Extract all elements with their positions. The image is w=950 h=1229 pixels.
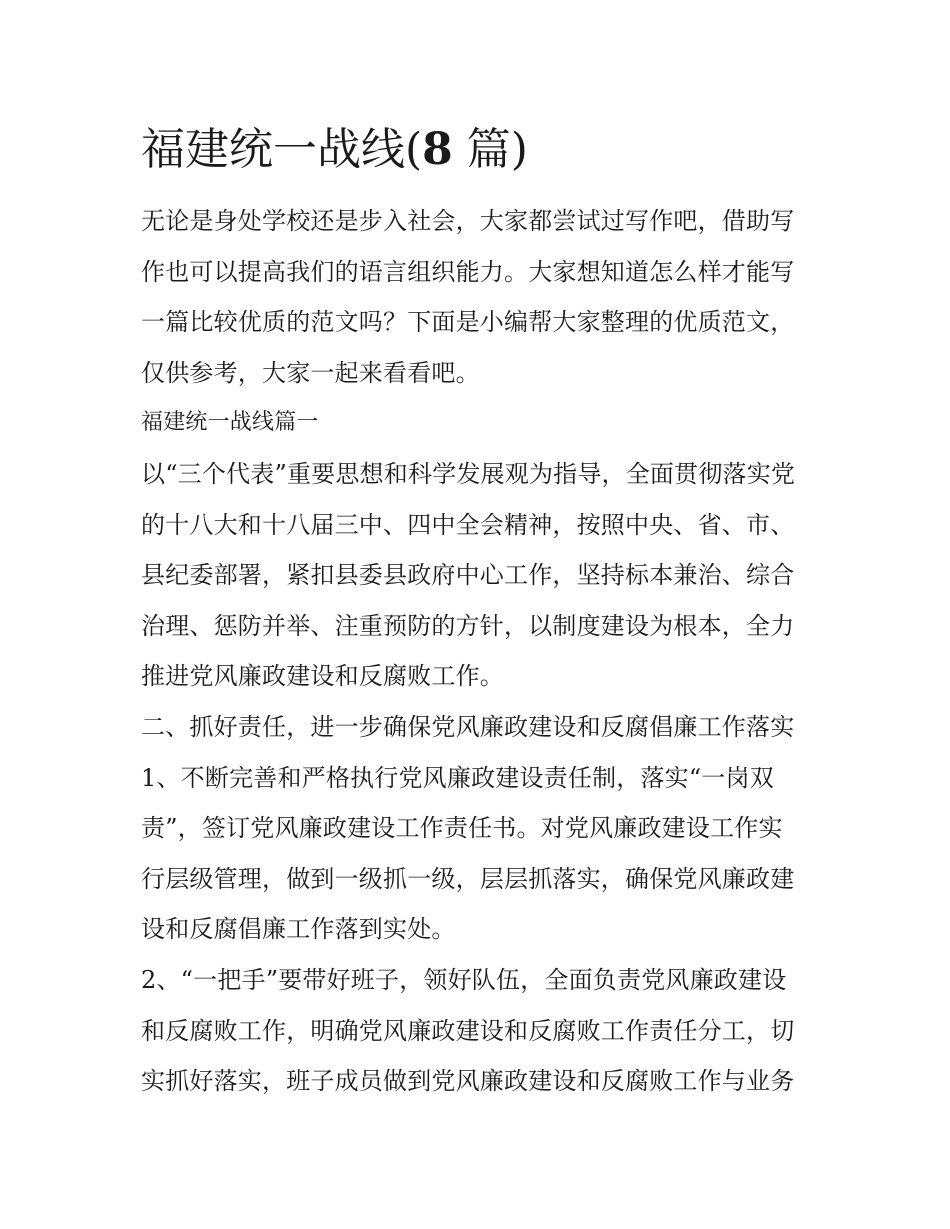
body-line: 县纪委部署，紧扣县委县政府中心工作，坚持标本兼治、综合 [141,561,795,590]
document-title [141,118,813,182]
body-line: 责”，签订党风廉政建设工作责任书。对党风廉政建设工作实 [141,814,783,843]
section-heading: 福建统一战线篇一 [141,410,319,436]
body-line: 和反腐败工作，明确党风廉政建设和反腐败工作责任分工，切 [141,1016,795,1045]
title-end: 篇) [452,124,528,175]
body-line: 1、不断完善和严格执行党风廉政建设责任制，落实“一岗双 [141,763,774,792]
body-line: 实抓好落实，班子成员做到党风廉政建设和反腐败工作与业务 [141,1067,795,1096]
body-line: 的十八大和十八届三中、四中全会精神，按照中央、省、市、 [141,510,795,539]
title-main: 福建统一战线( [141,124,423,175]
body-line: 治理、惩防并举、注重预防的方针，以制度建设为根本，全力 [141,611,795,640]
body-line: 一篇比较优质的范文吗？下面是小编帮大家整理的优质范文， [141,308,795,337]
body-line: 仅供参考，大家一起来看看吧。 [141,358,480,387]
body-line: 二、抓好责任，进一步确保党风廉政建设和反腐倡廉工作落实 [141,712,795,741]
body-line: 无论是身处学校还是步入社会，大家都尝试过写作吧，借助写 [141,207,795,235]
document-page [141,118,813,1107]
body-line: 2、“一把手”要带好班子，领好队伍，全面负责党风廉政建设 [141,965,787,994]
title-number: 8 [422,124,453,175]
body-line: 行层级管理，做到一级抓一级，层层抓落实，确保党风廉政建 [141,864,795,893]
body-line: 设和反腐倡廉工作落到实处。 [141,915,456,944]
body-line: 推进党风廉政建设和反腐败工作。 [141,662,504,691]
body-line: 作也可以提高我们的语言组织能力。大家想知道怎么样才能写 [141,257,795,286]
body-line: 以“三个代表”重要思想和科学发展观为指导，全面贯彻落实党 [141,459,796,488]
